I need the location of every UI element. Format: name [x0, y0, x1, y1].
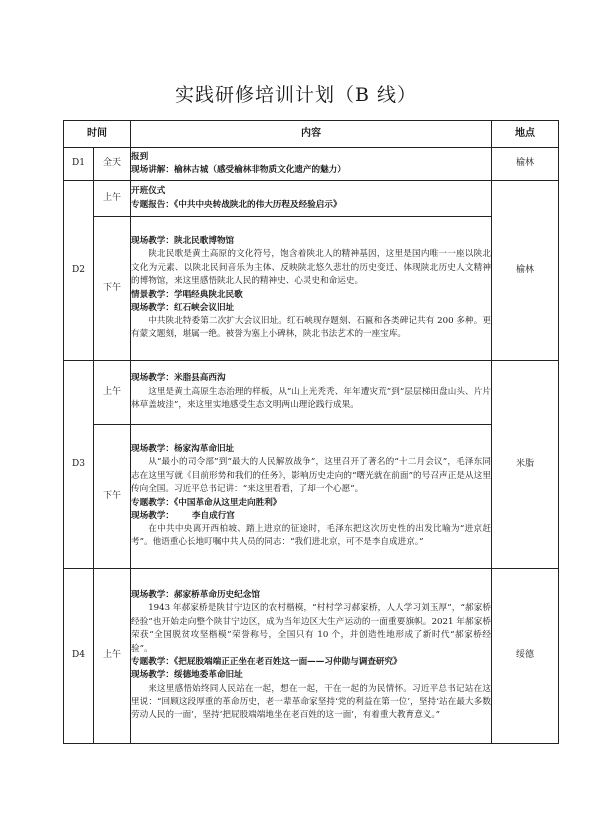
table-row: [64, 361, 559, 425]
page-title: 实践研修培训计划（B 线）: [174, 84, 417, 106]
content-heading: 情景教学：学唱经典陕北民歌: [131, 289, 243, 300]
content-cell: [131, 569, 492, 744]
table-row: [64, 217, 559, 361]
period-cell: 上午: [94, 181, 131, 217]
content-cell: [131, 217, 492, 361]
content-paragraph: 1943 年郝家桥是陕甘宁边区的农村楷模，“村村学习郝家桥，人人学习刘玉厚”，“郝家桥经验”也开始走向整个陕甘宁边区，成为当年边区大生产运动的一面重要旗帜。2021 年郝家桥荣获“全国脱贫攻坚楷模”荣誉称号，全国只有 10 个，并创造性地形成了新时代“郝家桥经验”。: [131, 603, 491, 654]
header-content: 内容: [131, 121, 492, 148]
place-cell: 米脂: [492, 361, 559, 569]
content-cell: [131, 148, 492, 181]
period-cell: 上午: [94, 569, 131, 744]
header-place: 地点: [492, 121, 559, 148]
content-cell: [131, 181, 492, 217]
period-cell: 全天: [94, 148, 131, 181]
place-cell: 榆林: [492, 148, 559, 181]
day-cell: D2: [64, 181, 94, 361]
content-paragraph: 来这里感悟始终同人民站在一起，想在一起，干在一起的为民情怀。习近平总书记站在这里说：“回顾这段厚重的革命历史，老一辈革命家坚持‘党的利益在第一位’，坚持‘站在最大多数劳动人民的一面’，坚持‘把屁股端端地坐在老百姓的这一面’，有着重大教育意义。”: [131, 683, 491, 721]
place-cell: 榆林: [492, 181, 559, 361]
table-row: [64, 181, 559, 217]
content-paragraph: 中共陕北特委第二次扩大会议旧址。红石峡现存题刻、石匾和各类碑记共有 200 多种。更有蒙文题刻，堪属一绝。被誉为塞上小碑林，陕北书法艺术的一座宝库。: [131, 316, 491, 340]
content-heading: 专题报告：《中共中央转战陕北的伟大历程及经验启示》: [131, 199, 342, 210]
content-paragraph: 这里是黄土高原生态治理的样板，从“山上光秃秃、年年遭灾荒”到“层层梯田盘山头、片片林草盖坡洼”，来这里实地感受生态文明两山理论践行成果。: [131, 386, 491, 411]
content-heading: 现场教学： 李自成行宫: [131, 510, 235, 521]
content-heading: 开班仪式: [131, 186, 166, 197]
period-cell: 下午: [94, 425, 131, 569]
schedule-table: [63, 120, 559, 744]
content-heading: 现场讲解：榆林古城（感受榆林非物质文化遗产的魅力）: [131, 165, 346, 175]
content-paragraph: 在中共中央离开西柏坡、踏上进京的征途时，毛泽东把这次历史性的出发比喻为“进京赶考”。他语重心长地叮嘱中共人员的同志：“我们进北京，可不是李自成进京。”: [131, 524, 491, 548]
content-heading: 现场教学：米脂县高西沟: [131, 373, 226, 384]
day-cell: D1: [64, 148, 94, 181]
content-cell: [131, 425, 492, 569]
table-header-row: [64, 121, 559, 148]
content-heading: 现场教学：绥德地委革命旧址: [131, 670, 243, 681]
content-heading: 报到: [131, 151, 149, 162]
content-heading: 现场教学：郝家桥革命历史纪念馆: [131, 590, 260, 601]
table-row: [64, 569, 559, 744]
content-paragraph: 陕北民歌是黄土高原的文化符号，饱含着陕北人的精神基因，这里是国内唯一一座以陕北文化为元素、以陕北民间音乐为主体、反映陕北悠久悲壮的历史变迁、体现陕北历史人文精神的博物馆，来这里感悟陕北人民的精神史、心灵史和命运史。: [131, 249, 491, 287]
content-heading: 现场教学：陕北民歌博物馆: [131, 236, 235, 247]
header-time: 时间: [64, 121, 131, 148]
table-row: [64, 148, 559, 181]
table-row: [64, 425, 559, 569]
content-heading: 现场教学：杨家沟革命旧址: [131, 444, 235, 455]
day-cell: D4: [64, 569, 94, 744]
content-paragraph: 从“最小的司令部”到“最大的人民解放战争”，这里召开了著名的“十二月会议”，毛泽东同志在这里写就《目前形势和我们的任务》，影响历史走向的“曙光就在前面”的号召声正是从这里传向全国。习近平总书记讲：“来这里看看，了却一个心愿”。: [131, 457, 491, 495]
content-heading: 专题教学：《把屁股端端正正坐在老百姓这一面——习仲勋与调查研究》: [131, 657, 402, 668]
content-cell: [131, 361, 492, 425]
place-cell: 绥德: [492, 569, 559, 744]
day-cell: D3: [64, 361, 94, 569]
content-heading: 现场教学：红石峡会议旧址: [131, 302, 235, 313]
period-cell: 下午: [94, 217, 131, 361]
content-heading: 专题教学：《中国革命从这里走向胜利》: [131, 497, 282, 508]
period-cell: 上午: [94, 361, 131, 425]
